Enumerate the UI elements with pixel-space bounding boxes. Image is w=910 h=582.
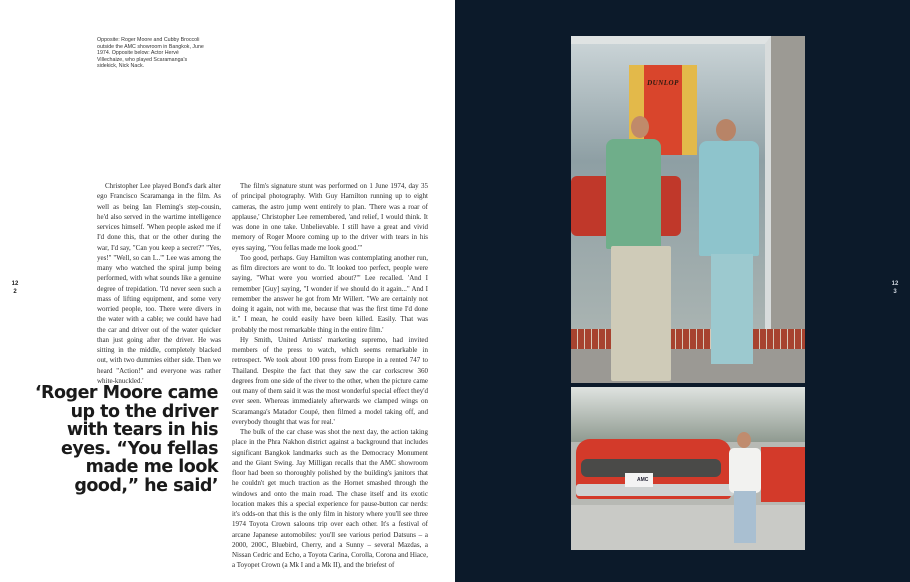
green-jacket [606, 139, 661, 249]
tile-ledge [571, 329, 805, 349]
pavement [571, 349, 805, 383]
white-shirt [729, 448, 761, 493]
banner-text: DUNLOP [647, 79, 679, 87]
paragraph: Hy Smith, United Artists' marketing supremo, had invited members of the press to watch, which seems remarkable in retrospect. 'We took about 100 press from Europe in a rented 747 to Thailand. Despite the fact that they saw the car corkscrew 360 degrees from one side of the river to the other, when the picture came out many of them said it was the most wonderful special effect they'd ever seen. Whereas immediately afterwards we clamped wings on Scaramanga's Matador Coupé, then filmed a model taking off, and everybody thought that was for real.' [232, 335, 428, 426]
floor [571, 505, 805, 550]
paragraph: The film's signature stunt was performed on 1 June 1974, day 35 of principal photography. With Guy Hamilton running up to eight cameras, the astro jump went entirely to plan. 'There was a roar of applause,' Christopher Lee remembered, 'and relief, I would think. It was done in one take. Unbelievable. I still have a great and vivid memory of Roger Moore coming up to the driver with tears in his eyes saying, "You fellas made me look good."' [232, 182, 428, 252]
concrete-pillar [771, 36, 805, 346]
body-column-1 [97, 181, 221, 386]
paragraph: The bulk of the car chase was shot the next day, the action taking place in the Phra Nakhon district against a background that includes significant Bangkok landmarks such as the Democracy Monument and the Giant Swing. Jay Milligan recalls that the AMC showroom floor had been so thoroughly polished by the building's janitors that he couldn't get much traction as the Hornet smashed through the windows and onto the main road. The chase itself and its exotic location makes this a special experience for pause-button car nerds: it's odds-on that this is the only film in history where you'll see three 1974 Toyota Crown saloons trip over each other. It's a festival of arcane Japanese automobiles: you'll see various period Datsuns – a 2000, 200C, Bluebird, Cherry, and a Sunny – several Mazdas, a Nissan Cedric and Echo, a Toyota Carina, Corolla, Corona and Hiace, a Toyopet Crown (a Mk I and a Mk II), and the briefest of [232, 428, 428, 570]
pull-quote: ‘Roger Moore came up to the driver with tears in his eyes. “You fellas made me look good,” he said’ [34, 383, 218, 496]
beige-trousers [611, 246, 671, 381]
amc-badge: AMC [625, 473, 653, 487]
photo-caption: Opposite: Roger Moore and Cubby Broccoli outside the AMC showroom in Bangkok, June 1974. Opposite below: Actor Hervé Villechaize, who played Scaramanga's sidekick, Nick Nack. [97, 37, 204, 70]
man-head [631, 116, 649, 138]
car-bumper [576, 484, 734, 496]
page-number-right: 123 [891, 281, 899, 295]
man-head [737, 432, 751, 448]
man-head [716, 119, 736, 141]
body-column-2 [232, 181, 428, 571]
blue-trousers [711, 254, 753, 364]
showroom-interior [571, 387, 805, 442]
page-number-left: 122 [11, 281, 19, 295]
blue-shirt [699, 141, 759, 256]
car-door [761, 447, 805, 502]
photo-villechaize-car [571, 387, 805, 550]
paragraph: Too good, perhaps. Guy Hamilton was contemplating another run, as film directors are wont to do. 'It looked too perfect, people were saying, "What were you worried about?"' Lee recalled. 'And I remember [Guy] saying, "I wonder if we should do it again..." And I remember the answer he got from Mr Willert. "We are certainly not doing it again, not with me, because that was the first time I'd done it." I mean, he could easily have been killed. Easily. That was probably the most remarkable thing in the entire film.' [232, 253, 428, 334]
photo-moore-broccoli [571, 36, 805, 383]
striped-trousers [734, 491, 756, 543]
paragraph: Christopher Lee played Bond's dark alter ego Francisco Scaramanga in the film. As well as being Ian Fleming's step-cousin, he'd also served in the wartime intelligence services himself. 'When people asked me if I'd done this, that or the other during the war, I'd say, "Can you keep a secret?" "Yes, yes!" "Well, so can I..."' Lee was among the many who watched the spiral jump being performed, with what sounds like a genuine degree of trepidation. 'I'd never seen such a mass of lifting equipment, and some very worried people, too. There were divers in the water with a cable; we could have had the car and driver out of the water quicker than just going after the driver. He was sitting in the middle, completely blacked out, with two dummies either side. Then we heard "Action!" and everyone was rather white-knuckled.' [97, 182, 221, 385]
